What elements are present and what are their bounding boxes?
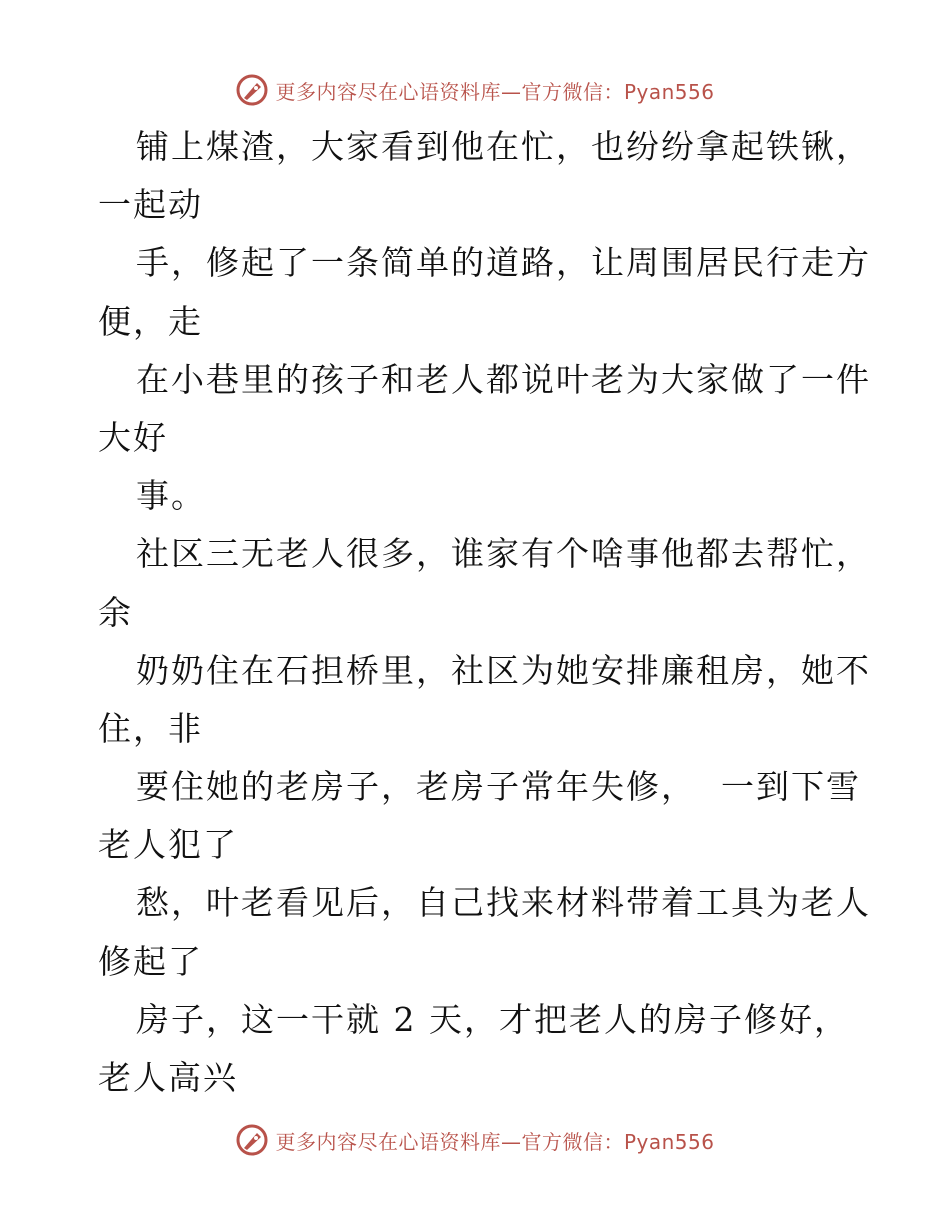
header-watermark-text: 更多内容尽在心语资料库—官方微信：Pyan556 xyxy=(275,79,715,104)
pen-nib-logo-icon xyxy=(235,1123,269,1157)
document-body xyxy=(98,118,871,1107)
text-line: 铺上煤渣，大家看到他在忙，也纷纷拿起铁锹， xyxy=(136,127,871,166)
text-line: 住，非 xyxy=(98,708,203,748)
text-line: 老人高兴 xyxy=(98,1058,238,1097)
text-line: 便，走 xyxy=(98,301,203,341)
text-line: 房子，这一干就 2 天，才把老人的房子修好， xyxy=(136,999,849,1039)
text-line: 在小巷里的孩子和老人都说叶老为大家做了一件 xyxy=(136,359,871,399)
pen-nib-logo-icon xyxy=(235,73,269,107)
text-line: 社区三无老人很多，谁家有个啥事他都去帮忙， xyxy=(136,534,871,574)
text-line: 老人犯了 xyxy=(98,825,238,865)
text-line: 手，修起了一条简单的道路，让周围居民行走方 xyxy=(136,243,871,283)
text-line: 大好 xyxy=(98,417,168,457)
header-watermark-banner xyxy=(0,70,950,110)
text-line: 要住她的老房子，老房子常年失修， 一到下雪 xyxy=(136,767,861,807)
text-line: 一起动 xyxy=(98,185,203,225)
footer-watermark-banner xyxy=(0,1120,950,1160)
text-line: 事。 xyxy=(136,476,206,516)
footer-watermark-text: 更多内容尽在心语资料库—官方微信：Pyan556 xyxy=(275,1129,715,1154)
text-line: 愁，叶老看见后，自己找来材料带着工具为老人 xyxy=(136,883,871,923)
text-line: 余 xyxy=(98,592,133,632)
text-line: 奶奶住在石担桥里，社区为她安排廉租房，她不 xyxy=(136,650,871,690)
text-line: 修起了 xyxy=(98,941,203,981)
